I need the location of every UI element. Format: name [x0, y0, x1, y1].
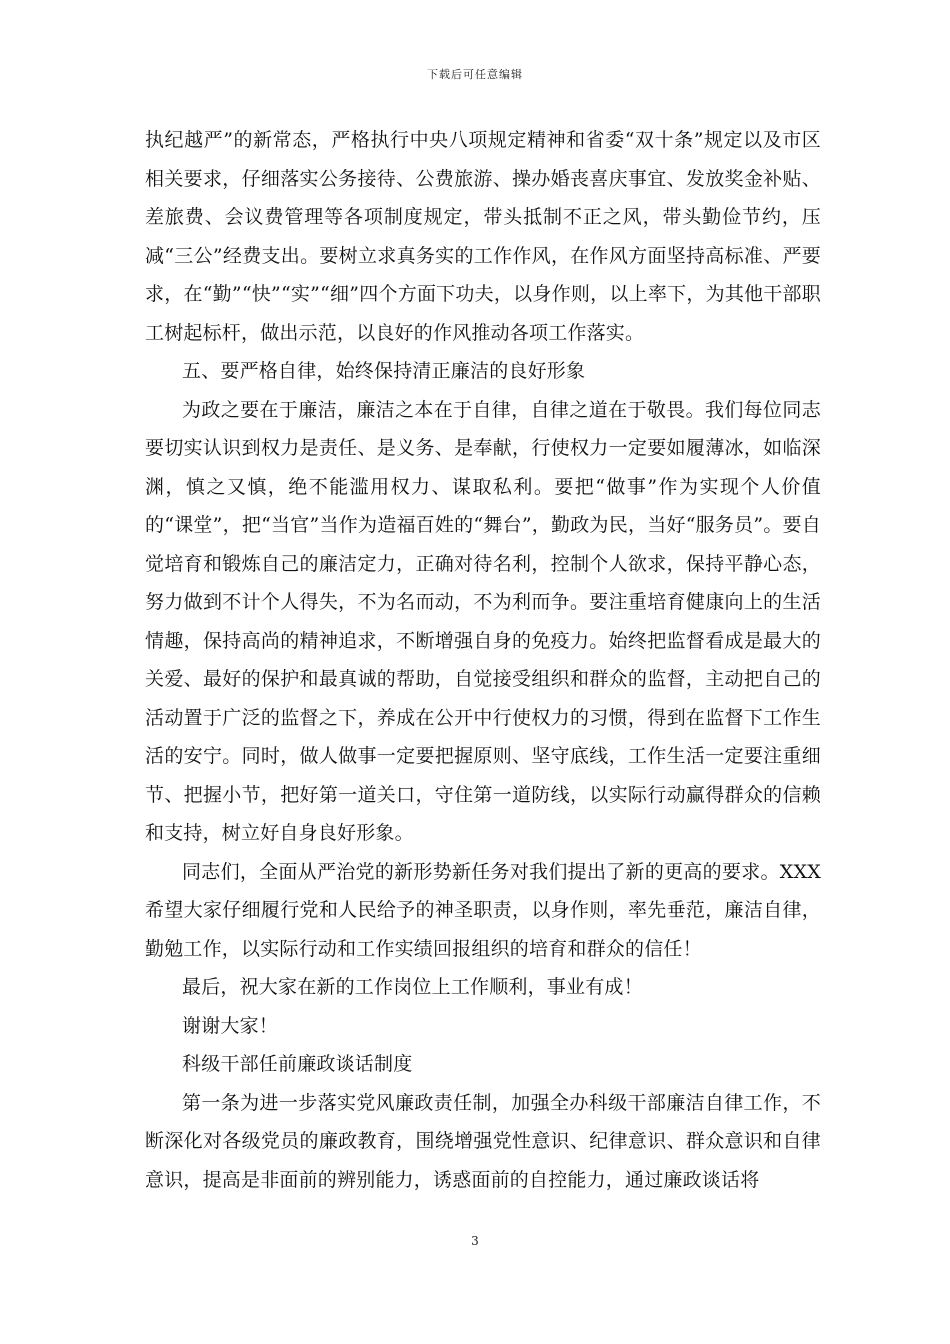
- paragraph-article-1: 第一条为进一步落实党风廉政责任制，加强全办科级干部廉洁自律工作，不断深化对各级党员的廉政教育，围绕增强党性意识、纪律意识、群众意识和自律意识，提高是非面前的辨别能力，诱惑面前的自控能力，通过廉政谈话将: [145, 1091, 821, 1191]
- paragraph-comrades: 同志们，全面从严治党的新形势新任务对我们提出了新的更高的要求。XXX希望大家仔细履行党和人民给予的神圣职责，以身作则，率先垂范，廉洁自律，勤勉工作，以实际行动和工作实绩回报组织的培育和群众的信任！: [145, 860, 821, 960]
- page-header: 下载后可任意编辑: [427, 68, 523, 81]
- section-heading-5: 五、要严格自律，始终保持清正廉洁的良好形象: [182, 360, 586, 382]
- paragraph-thanks: 谢谢大家！: [182, 1014, 279, 1037]
- document-subtitle: 科级干部任前廉政谈话制度: [182, 1053, 413, 1075]
- paragraph-1: 执纪越严”的新常态，严格执行中央八项规定精神和省委“双十条”规定以及市区相关要求，仔细落实公务接待、公费旅游、操办婚丧喜庆事宜、发放奖金补贴、差旅费、会议费管理等各项制度规定，带头抵制不正之风，带头勤俭节约，压减“三公”经费支出。要树立求真务实的工作作风，在作风方面坚持高标准、严要求，在“勤”“快”“实”“细”四个方面下功夫，以身作则，以上率下，为其他干部职工树起标杆，做出示范，以良好的作风推动各项工作落实。: [145, 129, 821, 344]
- document-body: [145, 121, 821, 1199]
- paragraph-wishes: 最后，祝大家在新的工作岗位上工作顺利，事业有成！: [182, 976, 643, 998]
- page-number: 3: [471, 1234, 479, 1248]
- paragraph-integrity: 为政之要在于廉洁，廉洁之本在于自律，自律之道在于敬畏。我们每位同志要切实认识到权力是责任、是义务、是奉献，行使权力一定要如履薄冰，如临深渊，慎之又慎，绝不能滥用权力、谋取私利。要把“做事”作为实现个人价值的“课堂”，把“当官”当作为造福百姓的“舞台”，勤政为民，当好“服务员”。要自觉培育和锻炼自己的廉洁定力，正确对待名利，控制个人欲求，保持平静心态，努力做到不计个人得失，不为名而动，不为利而争。要注重培育健康向上的生活情趣，保持高尚的精神追求，不断增强自身的免疫力。始终把监督看成是最大的关爱、最好的保护和最真诚的帮助，自觉接受组织和群众的监督，主动把自己的活动置于广泛的监督之下，养成在公开中行使权力的习惯，得到在监督下工作生活的安宁。同时，做人做事一定要把握原则、坚守底线，工作生活一定要注重细节、把握小节，把好第一道关口，守住第一道防线，以实际行动赢得群众的信赖和支持，树立好自身良好形象。: [145, 398, 821, 844]
